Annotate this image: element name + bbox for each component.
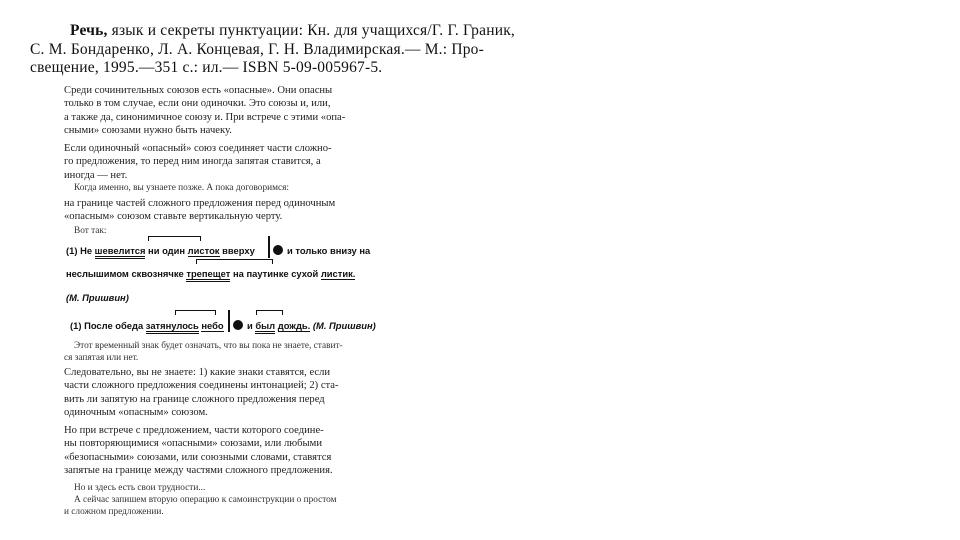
rule-line: на границе частей сложного предложения перед одиночным: [64, 198, 336, 209]
citation-line-1-text: язык и секреты пунктуации: Кн. для учащихся/Г. Г. Граник,: [107, 22, 516, 39]
bracket-mark: [200, 236, 201, 241]
note-3-line: Но и здесь есть свои трудности...: [74, 483, 206, 493]
citation-line-3: свещение, 1995.—351 с.: ил.— ISBN 5-09-005967-5.: [30, 59, 383, 76]
subject-word: дождь.: [277, 320, 311, 331]
paragraph-4-line: Но при встрече с предложением, части которого соедине-: [64, 425, 324, 436]
predicate-word: трепещет: [186, 268, 230, 282]
example-word: на паутинке сухой: [232, 268, 319, 279]
rule-line: «опасным» союзом ставьте вертикальную черту.: [64, 211, 283, 223]
example-number: (1): [66, 245, 78, 256]
note-3-line: и сложном предложении.: [64, 507, 164, 517]
example-word: неслышимом сквознячке: [66, 268, 184, 279]
example-word: и: [247, 320, 253, 331]
boundary-bar: [268, 236, 270, 258]
rule-paragraph: [64, 197, 335, 224]
paragraph-3-line: вить ли запятую на границе сложного предложения перед: [64, 393, 325, 405]
author-name: (М. Пришвин): [312, 320, 376, 331]
predicate-word: был: [255, 320, 275, 334]
note-2-line: Этот временный знак будет означать, что вы пока не знаете, ставит-: [74, 341, 343, 351]
example-word: вверху: [222, 245, 255, 256]
note-3-line: А сейчас запишем вторую операцию к самоинструкции о простом: [74, 495, 337, 505]
example-number: (1): [70, 320, 82, 331]
paragraph-3: [64, 366, 339, 420]
predicate-word: шевелится: [95, 245, 146, 259]
author-name: (М. Пришвин): [66, 292, 129, 303]
boundary-circle-icon: [233, 320, 243, 330]
example-1-line-1-end: и только внизу на: [287, 245, 371, 256]
paragraph-2-line: Если одиночный «опасный» союз соединяет части сложно-: [64, 143, 332, 154]
paragraph-2: [64, 142, 332, 182]
example-word: Не: [80, 245, 93, 256]
boundary-bar: [228, 310, 230, 332]
example-word: После обеда: [84, 320, 144, 331]
paragraph-4-line: запятые на границе между частями сложного предложения.: [64, 465, 333, 477]
bracket-mark: [175, 310, 215, 311]
bracket-mark: [148, 236, 149, 241]
paragraph-3-line: одиночным «опасным» союзом.: [64, 407, 208, 419]
example-1-line-2: [66, 268, 355, 279]
paragraph-1-line: только в том случае, если они одиночки. Это союзы и, или,: [64, 98, 331, 110]
bracket-mark: [148, 236, 200, 237]
bracket-mark: [175, 310, 176, 315]
paragraph-2-line: го предложения, то перед ним иногда запятая ставится, а: [64, 156, 321, 168]
paragraph-3-line: части сложного предложения соединены интонацией; 2) ста-: [64, 380, 339, 392]
bracket-mark: [196, 259, 272, 260]
paragraph-1-line: Среди сочинительных союзов есть «опасные». Они опасны: [64, 85, 333, 96]
vot-tak-label: Вот так:: [74, 226, 107, 236]
note-2: [64, 340, 343, 364]
paragraph-4: [64, 424, 333, 478]
subject-word: листок: [187, 245, 220, 256]
bracket-mark: [196, 259, 197, 264]
bracket-mark: [256, 310, 257, 315]
paragraph-1: [64, 84, 345, 138]
paragraph-1-line: а также да, синонимичное союзу и. При встрече с этими «опа-: [64, 111, 346, 123]
citation-bold-word: Речь,: [70, 22, 108, 39]
note-3: [64, 482, 337, 518]
bracket-mark: [272, 259, 273, 264]
citation-line-2: С. М. Бондаренко, Л. А. Концевая, Г. Н. Владимирская.— М.: Про-: [30, 41, 484, 58]
paragraph-2-line: иногда — нет.: [64, 169, 128, 181]
example-1-author: [66, 292, 129, 303]
subject-word: небо: [201, 320, 224, 331]
paragraph-4-line: ны повторяющимися «опасными» союзами, или любыми: [64, 438, 323, 450]
example-1-line-1: [66, 245, 255, 256]
subject-word: листик.: [320, 268, 356, 279]
example-2-line: [70, 320, 224, 331]
bracket-mark: [215, 310, 216, 315]
example-word: ни один: [148, 245, 186, 256]
paragraph-1-line: сными» союзами нужно быть начеку.: [64, 125, 232, 137]
example-2-line-end: [247, 320, 376, 331]
bracket-mark: [256, 310, 282, 311]
note-1: Когда именно, вы узнаете позже. А пока договоримся:: [74, 183, 289, 193]
boundary-circle-icon: [273, 245, 283, 255]
paragraph-3-line: Следовательно, вы не знаете: 1) какие знаки ставятся, если: [64, 367, 331, 378]
predicate-word: затянулось: [146, 320, 199, 334]
note-2-line: ся запятая или нет.: [64, 353, 139, 363]
paragraph-4-line: «безопасными» союзами, или союзными словами, ставятся: [64, 451, 332, 463]
bracket-mark: [282, 310, 283, 315]
citation-line-1: [70, 22, 515, 40]
